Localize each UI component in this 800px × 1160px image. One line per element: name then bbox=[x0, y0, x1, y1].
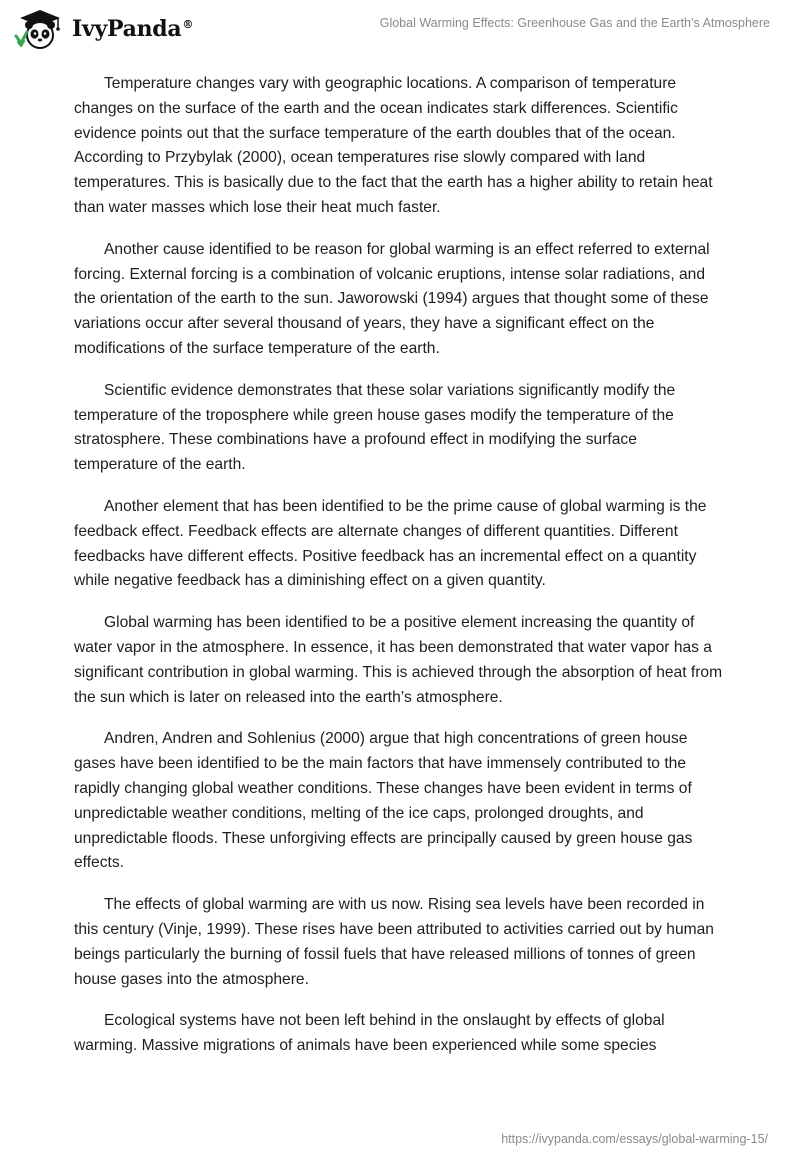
paragraph: Global warming has been identified to be a positive element increasing the quantity of water vapor in the atmosphere. In essence, it has been demonstrated that water vapor has a significant contribution in global warming. This is achieved through the absorption of heat from the sun which is later on released into the earth’s atmosphere. bbox=[74, 614, 723, 706]
paragraph: The effects of global warming are with us now. Rising sea levels have been recorded in this century (Vinje, 1999). These rises have been attributed to activities carried out by human beings particularly the burning of fossil fuels that have released millions of tonnes of green house gases into the atmosphere. bbox=[74, 896, 714, 988]
paragraph: Another cause identified to be reason for global warming is an effect referred to external forcing. External forcing is a combination of volcanic eruptions, intense solar radiations, and the orientation of the earth to the sun. Jaworowski (1994) argues that thought some of these variations occur after several thousand of years, they have a significant effect on the modifications of the surface temperature of the earth. bbox=[74, 240, 710, 357]
panda-graduate-icon bbox=[14, 8, 66, 50]
paragraph: Ecological systems have not been left behind in the onslaught by effects of global warming. Massive migrations of animals have been experienced while some species bbox=[74, 1012, 665, 1055]
registered-mark: ® bbox=[182, 17, 194, 31]
paragraph: Another element that has been identified to be the prime cause of global warming is the feedback effect. Feedback effects are alternate changes of different quantities. Different feedbacks have different effects. Positive feedback has an incremental effect on a quantity while negative feedback has a diminishing effect on a given quantity. bbox=[74, 497, 707, 590]
ivypanda-logo[interactable] bbox=[14, 8, 193, 50]
source-url-link[interactable]: https://ivypanda.com/essays/global-warming-15/ bbox=[501, 1132, 768, 1146]
logo-wordmark: IvyPanda® bbox=[72, 16, 194, 42]
paragraph: Scientific evidence demonstrates that these solar variations significantly modify the temperature of the troposphere while green house gases modify the temperature of the stratosphere. These combinations have a profound effect in modifying the surface temperature of the earth. bbox=[74, 381, 676, 474]
paragraph: Temperature changes vary with geographic locations. A comparison of temperature changes on the surface of the earth and the ocean indicates stark differences. Scientific evidence points out that the surface temperature of the earth doubles that of the ocean. According to Przybylak (2000), ocean temperatures rise slowly compared with land temperatures. This is basically due to the fact that the earth has a higher ability to retain heat than water masses which lose their heat much faster. bbox=[74, 75, 713, 216]
paragraph: Andren, Andren and Sohlenius (2000) argue that high concentrations of green house gases have been identified to be the main factors that have immensely contributed to the rapidly changing global weather conditions. These changes have been evident in terms of unpredictable weather conditions, melting of the ice caps, prolonged droughts, and unpredictable floods. These unforgiving effects are principally caused by green house gas effects. bbox=[74, 730, 693, 872]
document-title: Global Warming Effects: Greenhouse Gas and the Earth’s Atmosphere bbox=[379, 16, 770, 30]
essay-body bbox=[74, 72, 724, 1076]
page-header bbox=[0, 0, 800, 60]
